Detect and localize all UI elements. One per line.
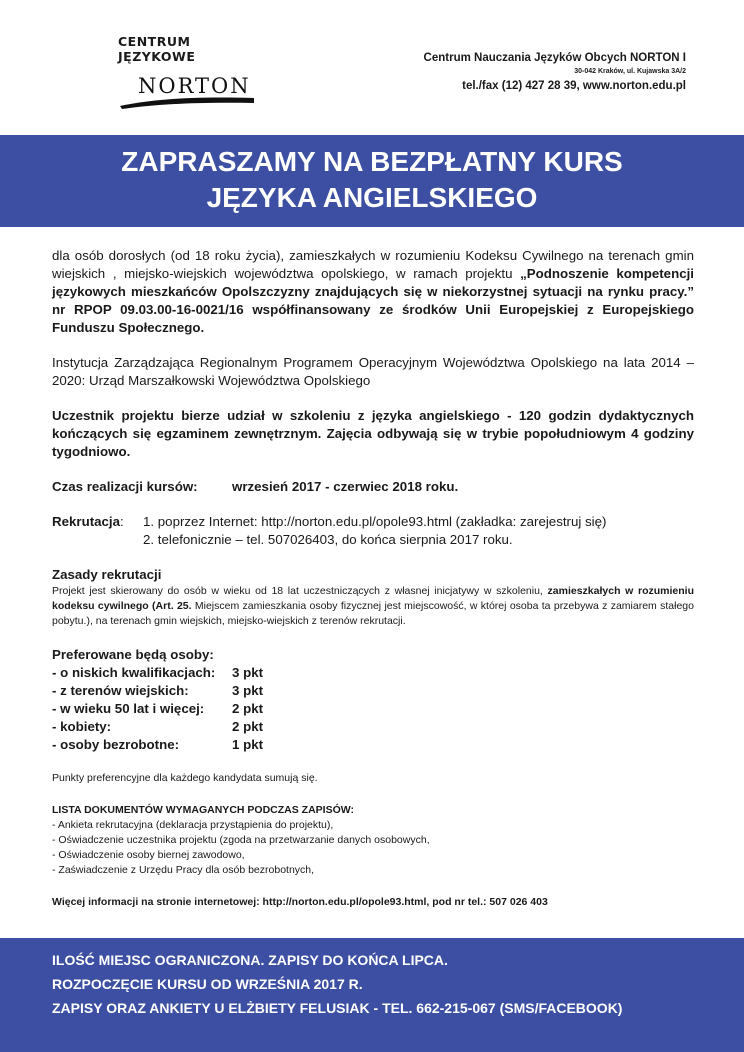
recruitment-label-wrap: Rekrutacja:: [52, 514, 124, 529]
documents-item: - Oświadczenie uczestnika projektu (zgoda na przetwarzanie danych osobowych,: [52, 834, 430, 846]
footer-line-1: ILOŚĆ MIEJSC OGRANICZONA. ZAPISY DO KOŃCA LIPCA.: [52, 952, 448, 968]
more-info: Więcej informacji na stronie internetowej: http://norton.edu.pl/opole93.html, pod nr tel.: 507 026 403: [52, 896, 548, 908]
rules-text-bold: zamieszkałych w rozumieniu kodeksu cywilnego (Art. 25.: [52, 585, 694, 612]
logo-brush-stroke-icon: [118, 92, 258, 110]
rules-title: Zasady rekrutacji: [52, 567, 162, 582]
documents-item: - Ankieta rekrutacyjna (deklaracja przystąpienia do projektu),: [52, 819, 334, 831]
preferred-item-label: - o niskich kwalifikacjach:: [52, 665, 216, 680]
preferred-item-points: 2 pkt: [232, 701, 264, 716]
rules-text-1: Projekt jest skierowany do osób w wieku od 18 lat uczestniczących z własnej inicjatywy w szkoleniu,: [52, 585, 548, 597]
preferred-item-points: 1 pkt: [232, 737, 264, 752]
institution-paragraph: Instytucja Zarządzająca Regionalnym Programem Operacyjnym Województwa Opolskiego na lata 2014 – 2020: Urząd Marszałkowski Województwa Opolskiego: [52, 355, 694, 388]
timeline-value: wrzesień 2017 - czerwiec 2018 roku.: [232, 479, 459, 494]
timeline-label: Czas realizacji kursów:: [52, 479, 198, 494]
intro-paragraph: [52, 247, 694, 337]
preferred-list: [52, 664, 694, 754]
preferred-title: Preferowane będą osoby:: [52, 647, 214, 662]
norton-logo: [118, 34, 258, 114]
banner-line-1: ZAPRASZAMY NA BEZPŁATNY KURS: [121, 146, 623, 177]
participant-paragraph: Uczestnik projektu bierze udział w szkoleniu z języka angielskiego - 120 godzin dydaktycznych kończących się egzaminem zewnętrznym. Zajęcia odbywają się w trybie popołudniowym 4 godziny tygodniowo.: [52, 408, 694, 459]
preferred-item-points: 3 pkt: [232, 665, 264, 680]
intro-project-name: „Podnoszenie kompetencji językowych mieszkańców Opolszczyzny znajdujących się w niekorzystnej sytuacji na rynku pracy.” nr RPOP 09.03.00-16-0021/16 współfinansowany ze środków Unii Europejskiej z Europejskiego Funduszu Społecznego.: [52, 266, 694, 335]
preferred-item-label: - w wieku 50 lat i więcej:: [52, 701, 205, 716]
preferred-item-label: - z terenów wiejskich:: [52, 683, 189, 698]
title-banner: [0, 135, 744, 227]
recruitment-item-2: 2. telefonicznie – tel. 507026403, do końca sierpnia 2017 roku.: [143, 532, 513, 547]
recruitment-label: Rekrutacja: [52, 514, 120, 529]
rules-text-2: Miejscem zamieszkania osoby fizycznej jest miejscowość, w której osoba ta przebywa z zamiarem stałego pobytu.), na terenach gmin wiejskich, miejsko-wiejskich z terenów rekrutacji.: [52, 600, 694, 627]
contact-phone: tel./fax (12) 427 28 39, www.norton.edu.pl: [462, 80, 686, 92]
rules-text: [52, 584, 694, 629]
contact-block: [424, 52, 686, 92]
contact-address: 30-042 Kraków, ul. Kujawska 3A/2: [574, 68, 686, 75]
recruitment-item-1: 1. poprzez Internet: http://norton.edu.pl/opole93.html (zakładka: zarejestruj się): [143, 514, 607, 529]
preferred-item-label: - kobiety:: [52, 719, 112, 734]
footer-banner: [0, 938, 744, 1052]
footer-line-2: ROZPOCZĘCIE KURSU OD WRZEŚNIA 2017 R.: [52, 976, 363, 992]
footer-line-3: ZAPISY ORAZ ANKIETY U ELŻBIETY FELUSIAK - TEL. 662-215-067 (SMS/FACEBOOK): [52, 1000, 623, 1016]
recruitment-block: [52, 513, 694, 549]
contact-name: Centrum Nauczania Języków Obcych NORTON I: [423, 52, 686, 64]
preferred-item-label: - osoby bezrobotne:: [52, 737, 180, 752]
documents-item: - Oświadczenie osoby biernej zawodowo,: [52, 849, 245, 861]
documents-title: LISTA DOKUMENTÓW WYMAGANYCH PODCZAS ZAPISÓW:: [52, 804, 354, 816]
intro-text: dla osób dorosłych (od 18 roku życia), zamieszkałych w rozumieniu Kodeksu Cywilnego na terenach gmin wiejskich , miejsko-wiejskich województwa opolskiego, w ramach projektu: [52, 248, 694, 281]
banner-line-2: JĘZYKA ANGIELSKIEGO: [206, 182, 538, 213]
preferred-note: Punkty preferencyjne dla każdego kandydata sumują się.: [52, 772, 318, 784]
logo-name-text: NORTON: [138, 74, 251, 98]
documents-item: - Zaświadczenie z Urzędu Pracy dla osób bezrobotnych,: [52, 864, 315, 876]
logo-top-text: CENTRUM JĘZYKOWE: [118, 34, 196, 64]
preferred-item-points: 2 pkt: [232, 719, 264, 734]
preferred-item-points: 3 pkt: [232, 683, 264, 698]
main-content: [52, 247, 694, 910]
timeline-row: [52, 478, 694, 496]
